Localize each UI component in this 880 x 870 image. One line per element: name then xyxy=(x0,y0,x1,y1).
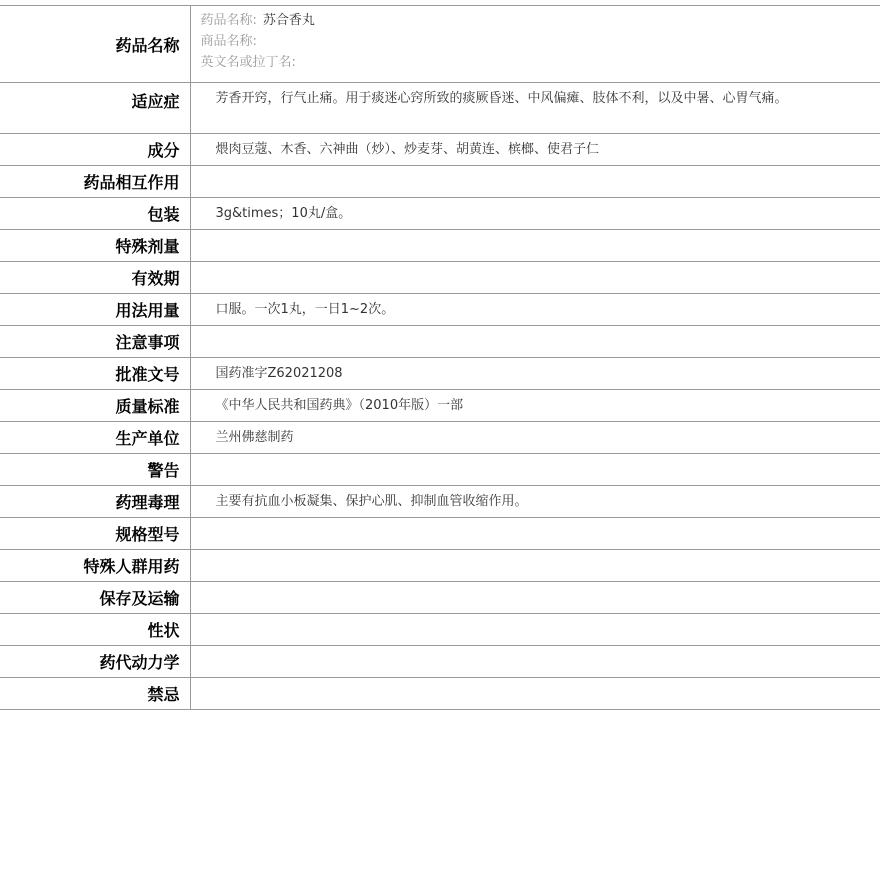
name-key: 药品名称: xyxy=(200,13,257,28)
name-key: 英文名或拉丁名: xyxy=(200,55,296,70)
row-value xyxy=(190,678,880,710)
table-row xyxy=(0,294,880,326)
row-label: 药品相互作用 xyxy=(0,166,190,198)
row-value xyxy=(190,582,880,614)
row-label: 警告 xyxy=(0,454,190,486)
table-row xyxy=(0,83,880,134)
row-value xyxy=(190,326,880,358)
row-value: 3g&times；10丸/盒。 xyxy=(215,206,352,221)
drug-name-values xyxy=(190,6,880,83)
row-label: 生产单位 xyxy=(0,422,190,454)
row-value xyxy=(190,614,880,646)
table-row xyxy=(0,582,880,614)
row-label: 药代动力学 xyxy=(0,646,190,678)
row-label: 注意事项 xyxy=(0,326,190,358)
row-label: 药理毒理 xyxy=(0,486,190,518)
row-value: 主要有抗血小板凝集、保护心肌、抑制血管收缩作用。 xyxy=(215,494,528,509)
name-line-generic xyxy=(201,10,791,31)
table-row xyxy=(0,550,880,582)
row-label: 禁忌 xyxy=(0,678,190,710)
table-row xyxy=(0,422,880,454)
name-line-latin xyxy=(201,52,791,73)
table-row xyxy=(0,134,880,166)
row-value: 煨肉豆蔻、木香、六神曲（炒）、炒麦芽、胡黄连、槟榔、使君子仁 xyxy=(215,142,600,157)
name-line-trade xyxy=(201,31,791,52)
row-label: 质量标准 xyxy=(0,390,190,422)
row-label: 适应症 xyxy=(0,83,190,134)
table-row xyxy=(0,518,880,550)
row-value xyxy=(190,230,880,262)
name-value: 苏合香丸 xyxy=(262,13,315,28)
table-row xyxy=(0,454,880,486)
row-label: 保存及运输 xyxy=(0,582,190,614)
row-label: 性状 xyxy=(0,614,190,646)
row-value xyxy=(190,550,880,582)
table-row xyxy=(0,646,880,678)
row-label: 成分 xyxy=(0,134,190,166)
row-value xyxy=(190,646,880,678)
row-value xyxy=(190,262,880,294)
row-label: 规格型号 xyxy=(0,518,190,550)
row-value: 芳香开窍，行气止痛。用于痰迷心窍所致的痰厥昏迷、中风偏瘫、肢体不利，以及中暑、心胃气痛。 xyxy=(215,91,788,106)
table-row xyxy=(0,390,880,422)
table-row xyxy=(0,230,880,262)
drug-info-table xyxy=(0,5,880,710)
table-row xyxy=(0,358,880,390)
table-row xyxy=(0,326,880,358)
row-label: 特殊人群用药 xyxy=(0,550,190,582)
table-row xyxy=(0,678,880,710)
row-value xyxy=(190,454,880,486)
row-value: 口服。一次1丸，一日1~2次。 xyxy=(215,302,395,317)
table-row-drug-name xyxy=(0,6,880,83)
row-label: 批准文号 xyxy=(0,358,190,390)
row-value xyxy=(190,166,880,198)
row-label: 用法用量 xyxy=(0,294,190,326)
table-row xyxy=(0,198,880,230)
table-row xyxy=(0,166,880,198)
table-row xyxy=(0,614,880,646)
row-label: 有效期 xyxy=(0,262,190,294)
row-value: 国药准字Z62021208 xyxy=(215,366,343,381)
name-key: 商品名称: xyxy=(200,34,257,49)
table-row xyxy=(0,486,880,518)
table-row xyxy=(0,262,880,294)
row-value: 《中华人民共和国药典》（2010年版）一部 xyxy=(215,398,464,413)
row-value xyxy=(190,518,880,550)
row-value: 兰州佛慈制药 xyxy=(215,430,294,445)
row-label: 药品名称 xyxy=(0,6,190,83)
row-label: 特殊剂量 xyxy=(0,230,190,262)
row-label: 包装 xyxy=(0,198,190,230)
